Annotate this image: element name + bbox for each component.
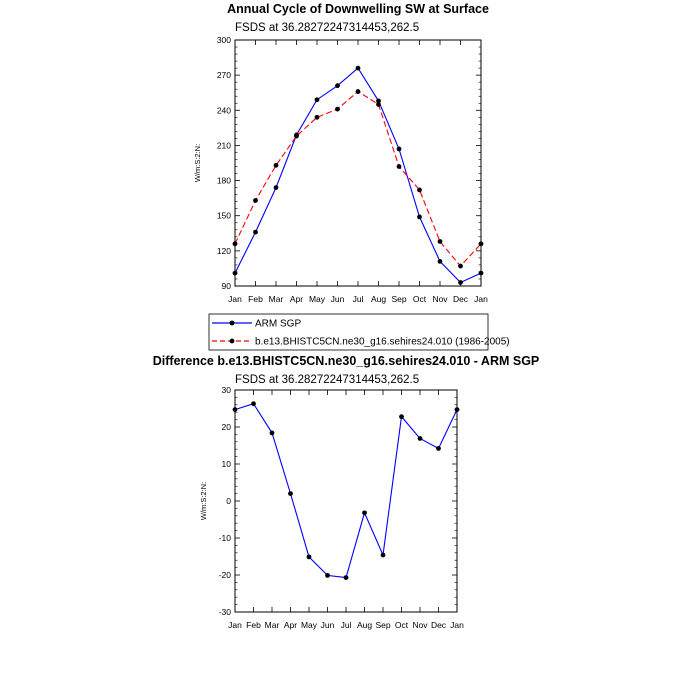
chart-2-xtick-label: Jun xyxy=(320,620,335,630)
chart-2-title: Difference b.e13.BHISTC5CN.ne30_g16.sehires24.010 - ARM SGP xyxy=(152,354,540,368)
chart-1-xtick-label: May xyxy=(308,294,326,304)
chart-2-ytick-label: 10 xyxy=(221,459,231,469)
chart-2-xtick-label: Jan xyxy=(228,620,242,630)
chart-2-xtick-label: Jan xyxy=(450,620,464,630)
chart-1-xtick-label: Mar xyxy=(268,294,284,304)
chart-2-ytick-label: -30 xyxy=(218,607,231,617)
chart-1-series-1-point xyxy=(376,102,381,107)
chart-1-series-1-point xyxy=(233,241,238,246)
chart-1-series-0-point xyxy=(438,259,443,264)
chart-1-xtick-label: Aug xyxy=(370,294,387,304)
chart-1-xtick-label: Sep xyxy=(391,294,407,304)
chart-1-frame xyxy=(235,40,481,286)
chart-1-ytick-label: 210 xyxy=(216,140,231,151)
chart-2-plot xyxy=(219,385,464,630)
chart-2-ytick-label: -20 xyxy=(218,570,231,580)
chart-2-xtick-label: Aug xyxy=(356,620,373,630)
chart-2-xtick-label: Apr xyxy=(283,620,298,630)
chart-1-series-1-point xyxy=(417,188,422,193)
chart-1-series-1-point xyxy=(356,89,361,94)
chart-2-series-0-point xyxy=(436,446,441,451)
chart-2-xtick-label: Oct xyxy=(394,620,409,630)
chart-2-xtick-label: Sep xyxy=(375,620,391,630)
chart-1-xtick-label: Oct xyxy=(412,294,427,304)
chart-1-series-0-point xyxy=(274,185,279,190)
chart-1-series-1-point xyxy=(335,107,340,112)
chart-1-series-1-point xyxy=(438,239,443,244)
chart-2-series-0-point xyxy=(399,414,404,419)
chart-1-series-0-point xyxy=(233,271,238,276)
legend-label-arm-sgp: ARM SGP xyxy=(255,318,302,330)
chart-2-series-0-point xyxy=(344,575,349,580)
chart-1-ytick-label: 300 xyxy=(216,35,231,45)
chart-1-xtick-label: Feb xyxy=(248,294,263,304)
chart-1-ytick-label: 180 xyxy=(216,175,231,186)
chart-2-ylabel: W/m:S:2:N: xyxy=(199,481,208,521)
chart-1-series-1-point xyxy=(397,164,402,169)
chart-1-series-1-point xyxy=(479,241,484,246)
chart-1-subtitle: FSDS at 36.28272247314453,262.5 xyxy=(235,22,420,34)
chart-1-series-0-point xyxy=(397,147,402,152)
chart-1-series-0-point xyxy=(356,66,361,71)
chart-1-series-1-point xyxy=(253,198,258,203)
chart-2-series-0-point xyxy=(288,491,293,496)
chart-2-series-0-point xyxy=(251,401,256,406)
chart-2-xtick-label: Mar xyxy=(264,620,280,630)
chart-1-xtick-label: Jun xyxy=(330,294,345,304)
chart-1-series-0-point xyxy=(479,271,484,276)
chart-2-series-0-point xyxy=(455,407,460,412)
chart-2-xtick-label: Dec xyxy=(430,620,447,630)
chart-1-title: Annual Cycle of Downwelling SW at Surface xyxy=(227,2,489,16)
chart-1-plot xyxy=(217,35,488,304)
chart-1-xtick-label: Jan xyxy=(228,294,242,304)
chart-1-series-1-point xyxy=(458,264,463,269)
chart-1-series-1-point xyxy=(274,163,279,168)
chart-2-xtick-label: Nov xyxy=(412,620,428,630)
chart-1-ytick-label: 240 xyxy=(216,105,231,116)
chart-1-ytick-label: 270 xyxy=(216,70,231,81)
chart-2-ytick-label: 30 xyxy=(221,385,231,395)
chart-1-series-0-line xyxy=(235,68,481,282)
chart-2-subtitle: FSDS at 36.28272247314453,262.5 xyxy=(235,374,420,386)
chart-1-series-0-point xyxy=(315,97,320,102)
chart-2-xtick-label: Feb xyxy=(246,620,261,630)
chart-1-xtick-label: Jan xyxy=(474,294,488,304)
chart-1-ytick-label: 120 xyxy=(216,245,231,256)
chart-1-xtick-label: Nov xyxy=(432,294,448,304)
chart-1-xtick-label: Dec xyxy=(452,294,469,304)
chart-1-series-0-point xyxy=(458,280,463,285)
chart-2-series-0-point xyxy=(307,554,312,559)
chart-2-xtick-label: Jul xyxy=(340,620,352,630)
legend-label-model: b.e13.BHISTC5CN.ne30_g16.sehires24.010 (1986-2005) xyxy=(255,336,510,348)
chart-2-series-0-point xyxy=(362,510,367,515)
chart-2-ytick-label: 20 xyxy=(221,422,231,432)
chart-2-series-0-line xyxy=(235,404,457,578)
chart-1-series-0-point xyxy=(335,83,340,88)
legend-marker-model xyxy=(230,339,235,344)
chart-2-xtick-label: May xyxy=(300,620,318,630)
chart-1-series-1-line xyxy=(235,92,481,267)
chart-2-series-0-point xyxy=(325,573,330,578)
chart-2-series-0-point xyxy=(233,407,238,412)
chart-1-xtick-label: Jul xyxy=(352,294,364,304)
chart-2-ytick-label: -10 xyxy=(218,533,231,543)
chart-1-ytick-label: 90 xyxy=(221,281,231,291)
chart-1-series-0-point xyxy=(417,214,422,219)
chart-1-xtick-label: Apr xyxy=(289,294,304,304)
chart-1-series-1-point xyxy=(315,115,320,120)
chart-2-series-0-point xyxy=(270,431,275,436)
legend-marker-arm-sgp xyxy=(230,321,235,326)
chart-2-series-0-point xyxy=(418,436,423,441)
chart-1-legend xyxy=(209,314,510,350)
chart-2-series-0-point xyxy=(381,553,386,558)
chart-1-ytick-label: 150 xyxy=(216,210,231,221)
chart-1-series-0-point xyxy=(253,230,258,235)
chart-2-ytick-label: 0 xyxy=(226,496,231,506)
chart-1-series-1-point xyxy=(294,134,299,139)
chart-1-ylabel: W/m:S:2:N: xyxy=(193,143,202,183)
